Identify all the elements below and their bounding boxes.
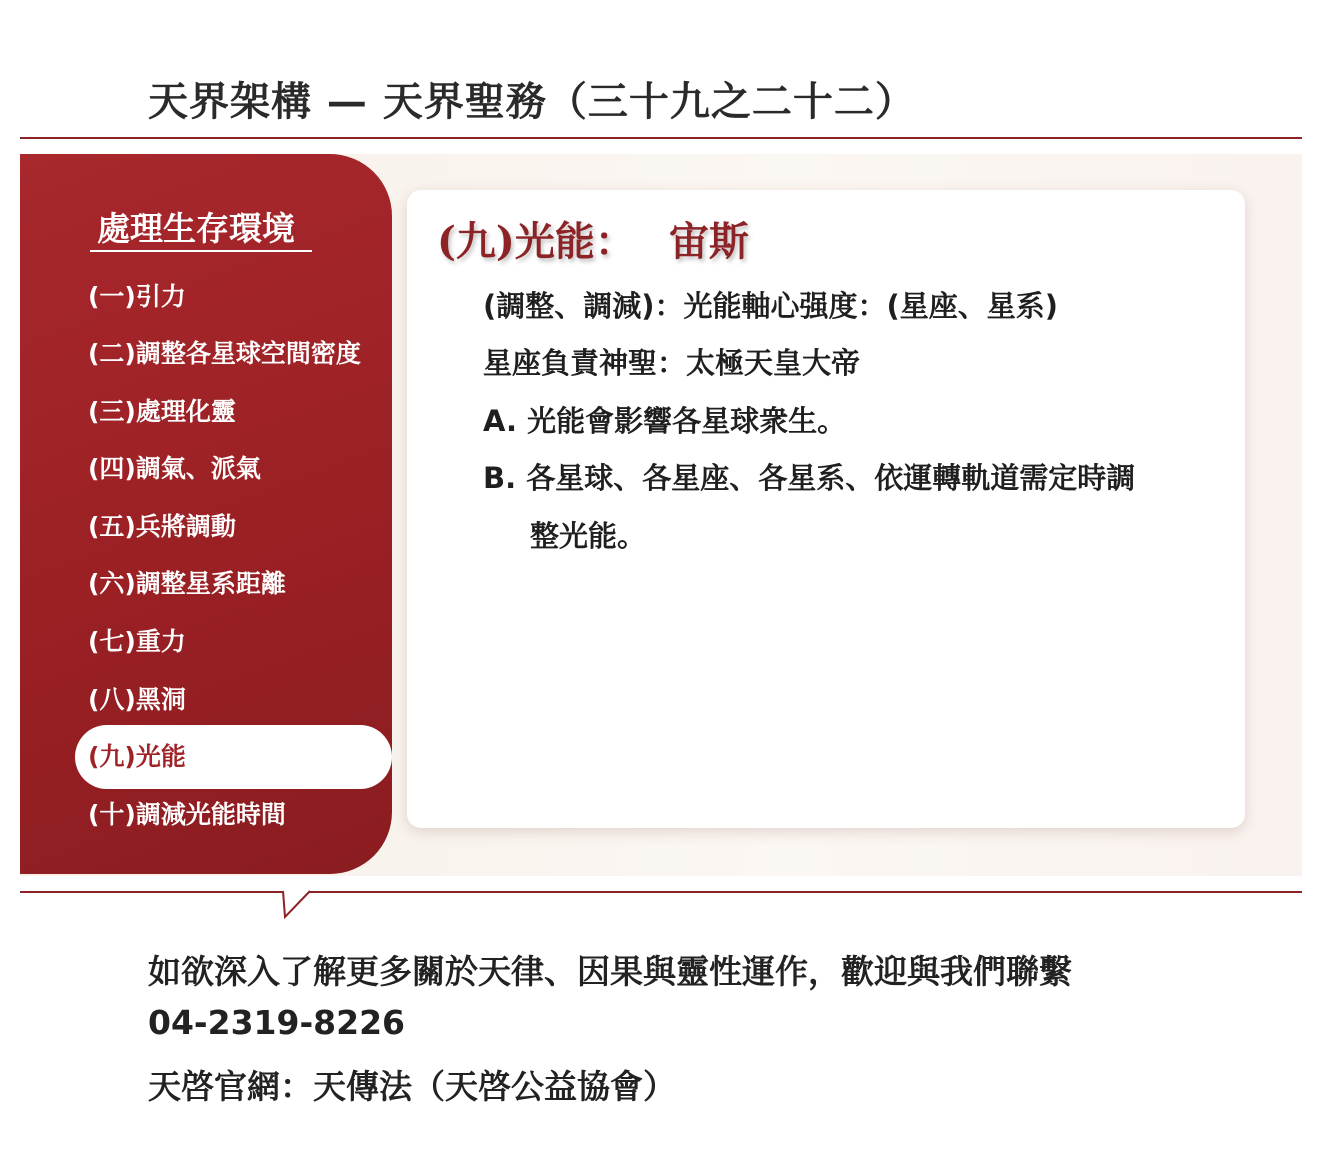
page-title: 天界架構 — 天界聖務（三十九之二十二） — [148, 78, 916, 125]
content-heading — [437, 210, 749, 267]
footer-website[interactable]: 天啓官網：天傳法（天啓公益協會） — [148, 1067, 676, 1106]
sidebar-item-spirit-transformation[interactable]: (三)處理化靈 — [88, 397, 236, 426]
footer-phone[interactable]: 04-2319-8226 — [148, 1003, 406, 1042]
content-line-adjustment: (調整、調減)：光能軸心强度：(星座、星系) — [483, 289, 1059, 323]
sidebar-title: 處理生存環境 — [97, 209, 295, 248]
sidebar-item-qi-dispatch[interactable]: (四)調氣、派氣 — [88, 454, 261, 483]
footer-divider-left — [20, 891, 283, 893]
sidebar-title-underline — [90, 250, 312, 252]
sidebar-item-planet-space-density[interactable]: (二)調整各星球空間密度 — [88, 339, 361, 368]
content-line-b-continued: 整光能。 — [530, 519, 647, 553]
content-line-b: B. 各星球、各星座、各星系、依運轉軌道需定時調 — [483, 461, 1136, 495]
content-heading-name: 宙斯 — [668, 218, 749, 265]
sidebar-item-troop-deployment[interactable]: (五)兵將調動 — [88, 512, 236, 541]
sidebar-item-light-energy[interactable]: (九)光能 — [88, 742, 186, 771]
sidebar-item-black-hole[interactable]: (八)黑洞 — [88, 685, 186, 714]
sidebar-item-light-energy-time[interactable]: (十)調減光能時間 — [88, 800, 286, 829]
sidebar-item-gravity[interactable]: (七)重力 — [88, 627, 186, 656]
callout-notch-icon — [282, 890, 312, 920]
header-divider — [20, 137, 1302, 139]
sidebar-item-galaxy-distance[interactable]: (六)調整星系距離 — [88, 569, 286, 598]
sidebar-item-gravitation[interactable]: (一)引力 — [88, 282, 186, 311]
content-line-deity: 星座負責神聖：太極天皇大帝 — [483, 346, 861, 380]
footer-contact-invitation: 如欲深入了解更多關於天律、因果與靈性運作，歡迎與我們聯繫 — [148, 952, 1072, 991]
content-line-a: A. 光能會影響各星球衆生。 — [483, 404, 847, 438]
footer-divider-right — [309, 891, 1302, 893]
content-heading-item: (九)光能： — [437, 218, 635, 265]
